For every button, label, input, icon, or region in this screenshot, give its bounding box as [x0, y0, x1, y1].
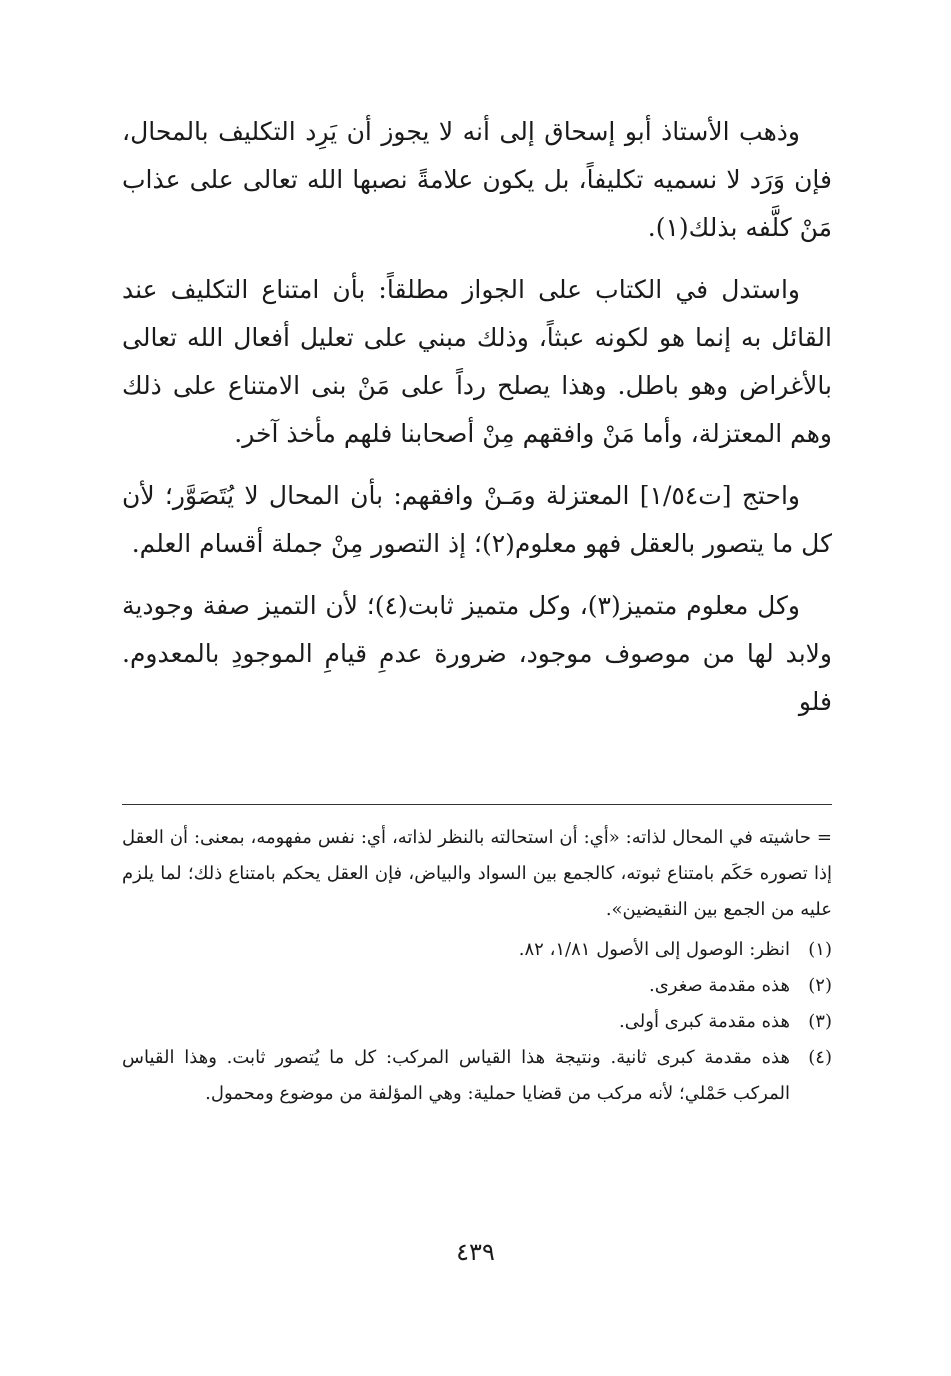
footnote-divider — [122, 804, 832, 805]
footnote-text: انظر: الوصول إلى الأصول ١/٨١، ٨٢. — [518, 939, 790, 960]
footnote-continuation: = حاشيته في المحال لذاته: «أي: أن استحالته بالنظر لذاته، أي: نفس مفهومه، بمعنى: أن العقل إذا تصوره حَكَم بامتناع ثبوته، كالجمع بين السواد والبياض، فإن العقل يحكم بامتناع ذلك؛ لما يلزم عليه من الجمع بين النقيضين». — [122, 827, 832, 920]
footnotes-section — [122, 820, 832, 1112]
footnote-2 — [122, 968, 832, 1004]
footnote-text: هذه مقدمة صغرى. — [648, 975, 790, 996]
paragraph-4: وكل معلوم متميز(٣)، وكل متميز ثابت(٤)؛ لأن التميز صفة وجودية ولابد لها من موصوف موجود، ضرورة عدمِ قيامِ الموجودِ بالمعدوم. فلو — [122, 591, 832, 716]
footnote-3 — [122, 1004, 832, 1040]
footnote-number: (٤) — [808, 1047, 832, 1068]
paragraph-2: واستدل في الكتاب على الجواز مطلقاً: بأن امتناع التكليف عند القائل به إنما هو لكونه عبثاً، وذلك مبني على تعليل أفعال الله تعالى بالأغراض وهو باطل. وهذا يصلح رداً على مَنْ بنى الامتناع على ذلك وهم المعتزلة، وأما مَنْ وافقهم مِنْ أصحابنا فلهم مأخذ آخر. — [122, 275, 832, 448]
main-text-body — [122, 108, 832, 740]
footnote-4 — [122, 1040, 832, 1112]
footnote-1 — [122, 932, 832, 968]
footnote-text: هذه مقدمة كبرى أولى. — [619, 1011, 790, 1032]
footnote-text: هذه مقدمة كبرى ثانية. ونتيجة هذا القياس المركب: كل ما يُتصور ثابت. وهذا القياس المركب حَمْلي؛ لأنه مركب من قضايا حملية: وهي المؤلفة من موضوع ومحمول. — [122, 1047, 790, 1104]
footnote-number: (١) — [808, 939, 832, 960]
paragraph-3: واحتج [ت١/٥٤] المعتزلة ومَـنْ وافقهم: بأن المحال لا يُتَصَوَّر؛ لأن كل ما يتصور بالعقل فهو معلوم(٢)؛ إذ التصور مِنْ جملة أقسام العلم. — [122, 481, 832, 558]
page-number: ٤٣٩ — [456, 1238, 495, 1266]
footnote-number: (٣) — [808, 1011, 832, 1032]
footnote-number: (٢) — [808, 975, 832, 996]
paragraph-1: وذهب الأستاذ أبو إسحاق إلى أنه لا يجوز أن يَرِد التكليف بالمحال، فإن وَرَد لا نسميه تكليفاً، بل يكون علامةً نصبها الله تعالى على عذاب مَنْ كلَّفه بذلك(١). — [122, 117, 832, 242]
